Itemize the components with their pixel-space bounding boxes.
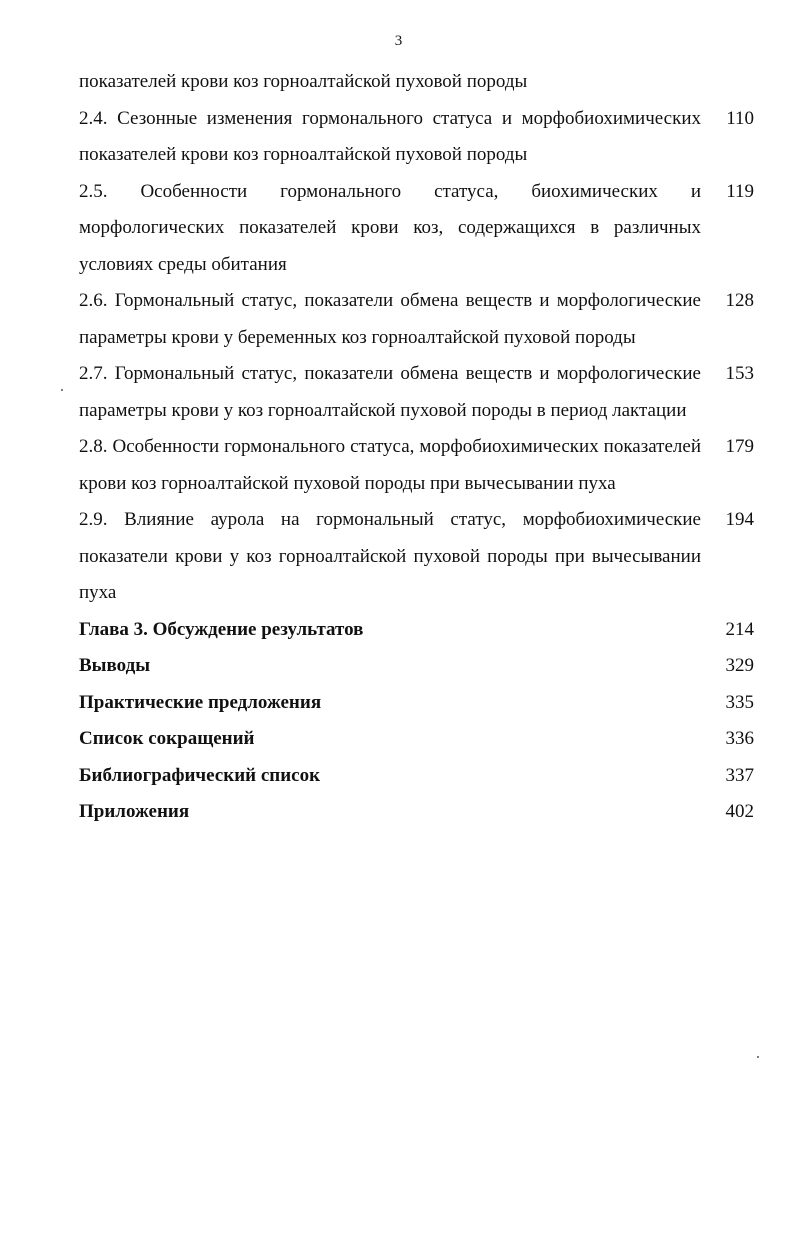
toc-continuation-line: показателей крови коз горноалтайской пуховой породы [79, 71, 528, 92]
toc-chapter-page: 335 [725, 691, 754, 713]
toc-chapter-page: 329 [725, 655, 754, 677]
toc-chapter-practical-proposals [79, 685, 754, 722]
toc-chapter-conclusions [79, 648, 754, 685]
toc-entry-page: 179 [725, 436, 754, 457]
toc-chapter-abbreviations [79, 721, 754, 758]
toc-chapter-page: 336 [725, 728, 754, 750]
toc-entry-2-6 [79, 283, 754, 356]
toc-chapter-title: Практические предложения [79, 691, 322, 713]
toc-entry-title: 2.6. Гормональный статус, показатели обмена веществ и морфологические параметры крови у беременных коз горноалтайской пуховой породы [79, 290, 701, 348]
toc-entry-page: 128 [725, 290, 754, 311]
toc-entry-2-8 [79, 429, 754, 502]
scan-speck [61, 389, 63, 391]
toc-entry-2-9 [79, 502, 754, 612]
toc-chapter-page: 214 [725, 618, 754, 640]
toc-entry-page: 110 [726, 107, 754, 129]
toc-entry-page: 119 [726, 180, 754, 202]
toc-entry-2-4 [79, 101, 754, 174]
table-of-contents [79, 64, 754, 831]
toc-chapter-title: Глава 3. Обсуждение результатов [79, 618, 364, 640]
toc-entry-2-7 [79, 356, 754, 429]
toc-chapter-title: Список сокращений [79, 728, 255, 750]
toc-entry-title: 2.8. Особенности гормонального статуса, морфобиохимических показателей крови коз горноалтайской пуховой породы при вычесывании пуха [79, 436, 701, 494]
toc-chapter-title: Выводы [79, 655, 151, 677]
toc-chapter-title: Приложения [79, 801, 190, 823]
toc-chapter-appendices [79, 794, 754, 831]
toc-entry-page: 153 [725, 363, 754, 384]
toc-chapter-page: 337 [725, 764, 754, 786]
toc-entry-title: 2.9. Влияние аурола на гормональный статус, морфобиохимические показатели крови у коз горноалтайской пуховой породы при вычесывании пуха [79, 509, 701, 603]
toc-entry-title: 2.7. Гормональный статус, показатели обмена веществ и морфологические параметры крови у коз горноалтайской пуховой породы в период лактации [79, 363, 701, 421]
toc-chapter-page: 402 [725, 801, 754, 823]
toc-entry-title: 2.5. Особенности гормонального статуса, биохимических и морфологических показателей крови коз, содержащихся в различных условиях среды обитания [79, 180, 701, 275]
toc-entry-title: 2.4. Сезонные изменения гормонального статуса и морфобиохимических показателей крови коз горноалтайской пуховой породы [79, 107, 701, 165]
scan-speck [757, 1056, 759, 1058]
toc-chapter-bibliography [79, 758, 754, 795]
toc-entry-page: 194 [725, 509, 754, 530]
page-number: 3 [394, 33, 403, 49]
toc-entry-2-5 [79, 174, 754, 284]
toc-chapter-discussion [79, 612, 754, 649]
toc-chapter-title: Библиографический список [79, 764, 321, 786]
